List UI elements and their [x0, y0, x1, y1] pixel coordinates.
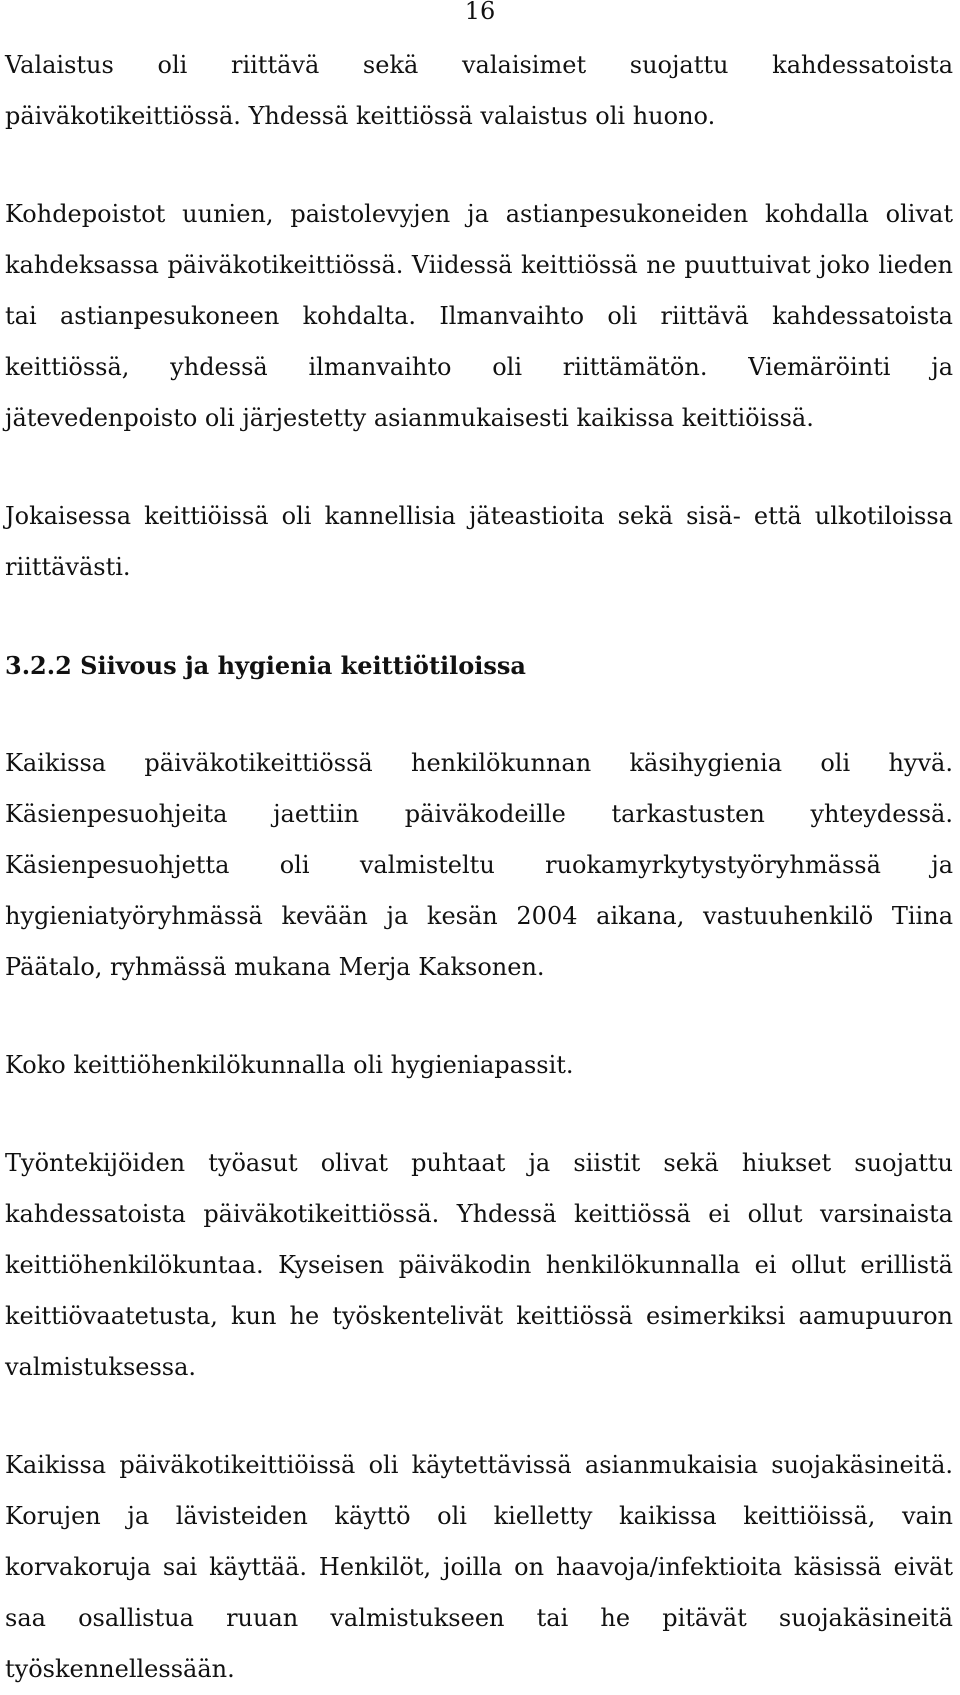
paragraph-gap — [5, 993, 953, 1040]
paragraph-hand-hygiene: Kaikissa päiväkotikeittiössä henkilökunnan käsihygienia oli hyvä. Käsienpesuohjeita jaettiin päiväkodeille tarkastusten yhteydessä. Käsienpesuohjetta oli valmisteltu ruokamyrkytystyöryhmässä ja hygieniatyöryhmässä kevään ja kesän 2004 aikana, vastuuhenkilö Tiina Päätalo, ryhmässä mukana Merja Kaksonen. — [5, 749, 953, 981]
paragraph-gap — [5, 1091, 953, 1138]
paragraph-waste-bins: Jokaisessa keittiöissä oli kannellisia jäteastioita sekä sisä- että ulkotiloissa riittävästi. — [5, 502, 953, 581]
paragraph-gap — [5, 142, 953, 189]
paragraph-ventilation: Kohdepoistot uunien, paistolevyjen ja astianpesukoneiden kohdalla olivat kahdeksassa päiväkotikeittiössä. Viidessä keittiössä ne puuttuivat joko lieden tai astianpesukoneen kohdalta. Ilmanvaihto oli riittävä kahdessatoista keittiössä, yhdessä ilmanvaihto oli riittämätön. Viemäröinti ja jätevedenpoisto oli järjestetty asianmukaisesti kaikissa keittiöissä. — [5, 200, 953, 432]
section-heading: 3.2.2 Siivous ja hygienia keittiötiloissa — [5, 651, 526, 680]
paragraph-gap — [5, 1393, 953, 1440]
paragraph-hygiene-pass: Koko keittiöhenkilökunnalla oli hygieniapassit. — [5, 1051, 574, 1079]
page-number: 16 — [464, 0, 496, 25]
paragraph-lighting: Valaistus oli riittävä sekä valaisimet suojattu kahdessatoista päiväkotikeittiössä. Yhdessä keittiössä valaistus oli huono. — [5, 51, 953, 130]
paragraph-work-clothes: Työntekijöiden työasut olivat puhtaat ja siistit sekä hiukset suojattu kahdessatoista päiväkotikeittiössä. Yhdessä keittiössä ei ollut varsinaista keittiöhenkilökuntaa. Kyseisen päiväkodin henkilökunnalla ei ollut erillistä keittiövaatetusta, kun he työskentelivät keittiössä esimerkiksi aamupuuron valmistuksessa. — [5, 1149, 953, 1381]
paragraph-gap — [5, 593, 953, 640]
paragraph-gap — [5, 691, 953, 738]
document-body — [5, 40, 953, 1695]
paragraph-gap — [5, 444, 953, 491]
paragraph-protective-gloves: Kaikissa päiväkotikeittiöissä oli käytettävissä asianmukaisia suojakäsineitä. Korujen ja lävisteiden käyttö oli kielletty kaikissa keittiöissä, vain korvakoruja sai käyttää. Henkilöt, joilla on haavoja/infektioita käsissä eivät saa osallistua ruuan valmistukseen tai he pitävät suojakäsineitä työskennellessään. — [5, 1451, 953, 1683]
